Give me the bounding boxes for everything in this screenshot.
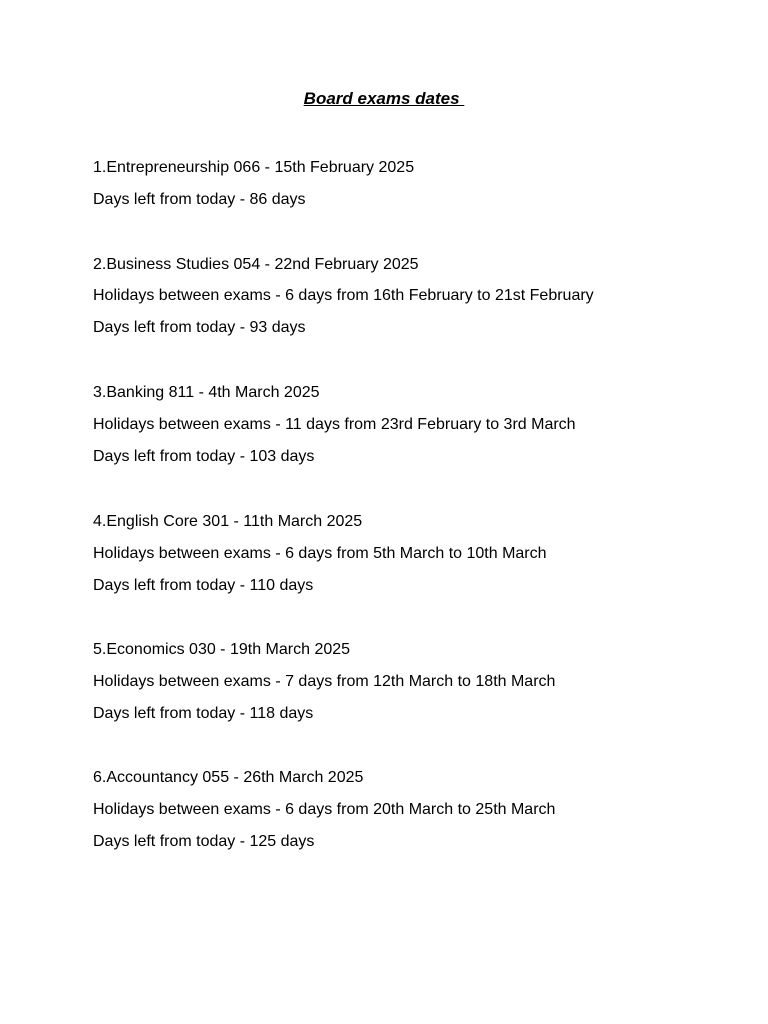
holidays-text: Holidays between exams - 6 days from 5th March to 10th March xyxy=(93,545,547,562)
days-left-text: Days left from today - 103 days xyxy=(93,448,315,465)
holidays-text: Holidays between exams - 11 days from 23rd February to 3rd March xyxy=(93,416,576,433)
days-left-text: Days left from today - 125 days xyxy=(93,833,315,850)
days-left-text: Days left from today - 110 days xyxy=(93,577,314,594)
days-left-text: Days left from today - 86 days xyxy=(93,191,306,208)
days-left-text: Days left from today - 93 days xyxy=(93,319,306,336)
exam-heading: 4.English Core 301 - 11th March 2025 xyxy=(93,513,363,530)
exam-heading: 6.Accountancy 055 - 26th March 2025 xyxy=(93,769,364,786)
holidays-text: Holidays between exams - 6 days from 16th February to 21st February xyxy=(93,287,594,304)
document-title: Board exams dates xyxy=(303,89,465,108)
exam-heading: 1.Entrepreneurship 066 - 15th February 2025 xyxy=(93,159,415,176)
exam-heading: 2.Business Studies 054 - 22nd February 2025 xyxy=(93,256,419,273)
holidays-text: Holidays between exams - 6 days from 20th March to 25th March xyxy=(93,801,556,818)
exam-heading: 5.Economics 030 - 19th March 2025 xyxy=(93,641,351,658)
days-left-text: Days left from today - 118 days xyxy=(93,705,314,722)
holidays-text: Holidays between exams - 7 days from 12th March to 18th March xyxy=(93,673,556,690)
exam-heading: 3.Banking 811 - 4th March 2025 xyxy=(93,384,320,401)
